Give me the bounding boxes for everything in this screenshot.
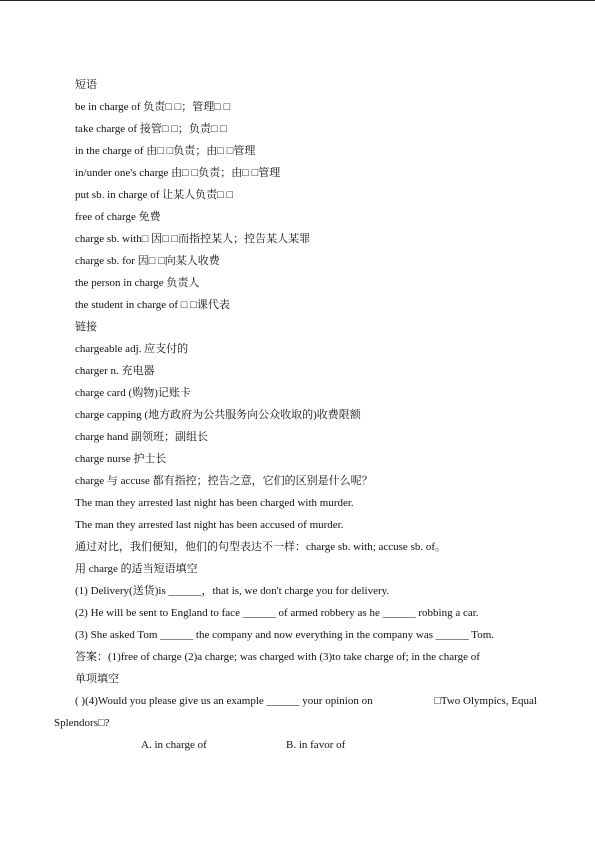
comparison-conclusion: 通过对比，我们便知，他们的句型表达不一样：charge sb. with; accuse sb. of。	[75, 541, 447, 553]
exercise-item: (2) He will be sent to England to face ______ of armed robbery as he ______ robbing a car.	[75, 607, 479, 619]
phrase-line: charge sb. with□ 因□ □而指控某人；控告某人某罪	[75, 233, 311, 245]
phrase-line: the student in charge of □ □课代表	[75, 299, 230, 311]
comparison-question: charge 与 accuse 都有指控；控告之意，它们的区别是什么呢？	[75, 475, 373, 487]
exercise-heading: 用 charge 的适当短语填空	[75, 563, 198, 575]
question-4-quote: □Two Olympics, Equal	[434, 695, 537, 707]
phrase-line: charge sb. for 因□ □向某人收费	[75, 255, 220, 267]
example-sentence: The man they arrested last night has been accused of murder.	[75, 519, 344, 531]
link-line: charger n. 充电器	[75, 365, 155, 377]
phrase-line: in the charge of 由□ □负责；由□ □管理	[75, 145, 256, 157]
section-heading-links: 链接	[75, 321, 97, 333]
question-4-line-1: ( )(4)Would you please give us an example ______ your opinion on	[75, 695, 373, 707]
link-line: charge capping (地方政府为公共服务向公众收取的)收费限额	[75, 409, 361, 421]
phrase-line: in/under one's charge 由□ □负责；由□ □管理	[75, 167, 281, 179]
phrase-line: be in charge of 负责□ □；管理□ □	[75, 101, 231, 113]
answer-line: 答案：(1)free of charge (2)a charge; was charged with (3)to take charge of; in the charge of	[75, 651, 480, 663]
link-line: charge card (购物)记账卡	[75, 387, 191, 399]
option-a: A. in charge of	[141, 739, 207, 751]
exercise-item: (1) Delivery(送货)is ______，that is, we don't charge you for delivery.	[75, 585, 390, 597]
link-line: charge hand 副领班；副组长	[75, 431, 208, 443]
phrase-line: the person in charge 负责人	[75, 277, 200, 289]
question-4-line-2: Splendors□?	[54, 717, 110, 729]
example-sentence: The man they arrested last night has been charged with murder.	[75, 497, 354, 509]
phrase-line: put sb. in charge of 让某人负责□ □	[75, 189, 234, 201]
section-heading-phrases: 短语	[75, 79, 97, 91]
exercise-item: (3) She asked Tom ______ the company and now everything in the company was ______ Tom.	[75, 629, 495, 641]
phrase-line: free of charge 免费	[75, 211, 161, 223]
section-heading-mcq: 单项填空	[75, 673, 119, 685]
top-rule	[0, 0, 595, 1]
link-line: charge nurse 护士长	[75, 453, 167, 465]
phrase-line: take charge of 接管□ □；负责□ □	[75, 123, 227, 135]
link-line: chargeable adj. 应支付的	[75, 343, 189, 355]
option-b: B. in favor of	[286, 739, 346, 751]
